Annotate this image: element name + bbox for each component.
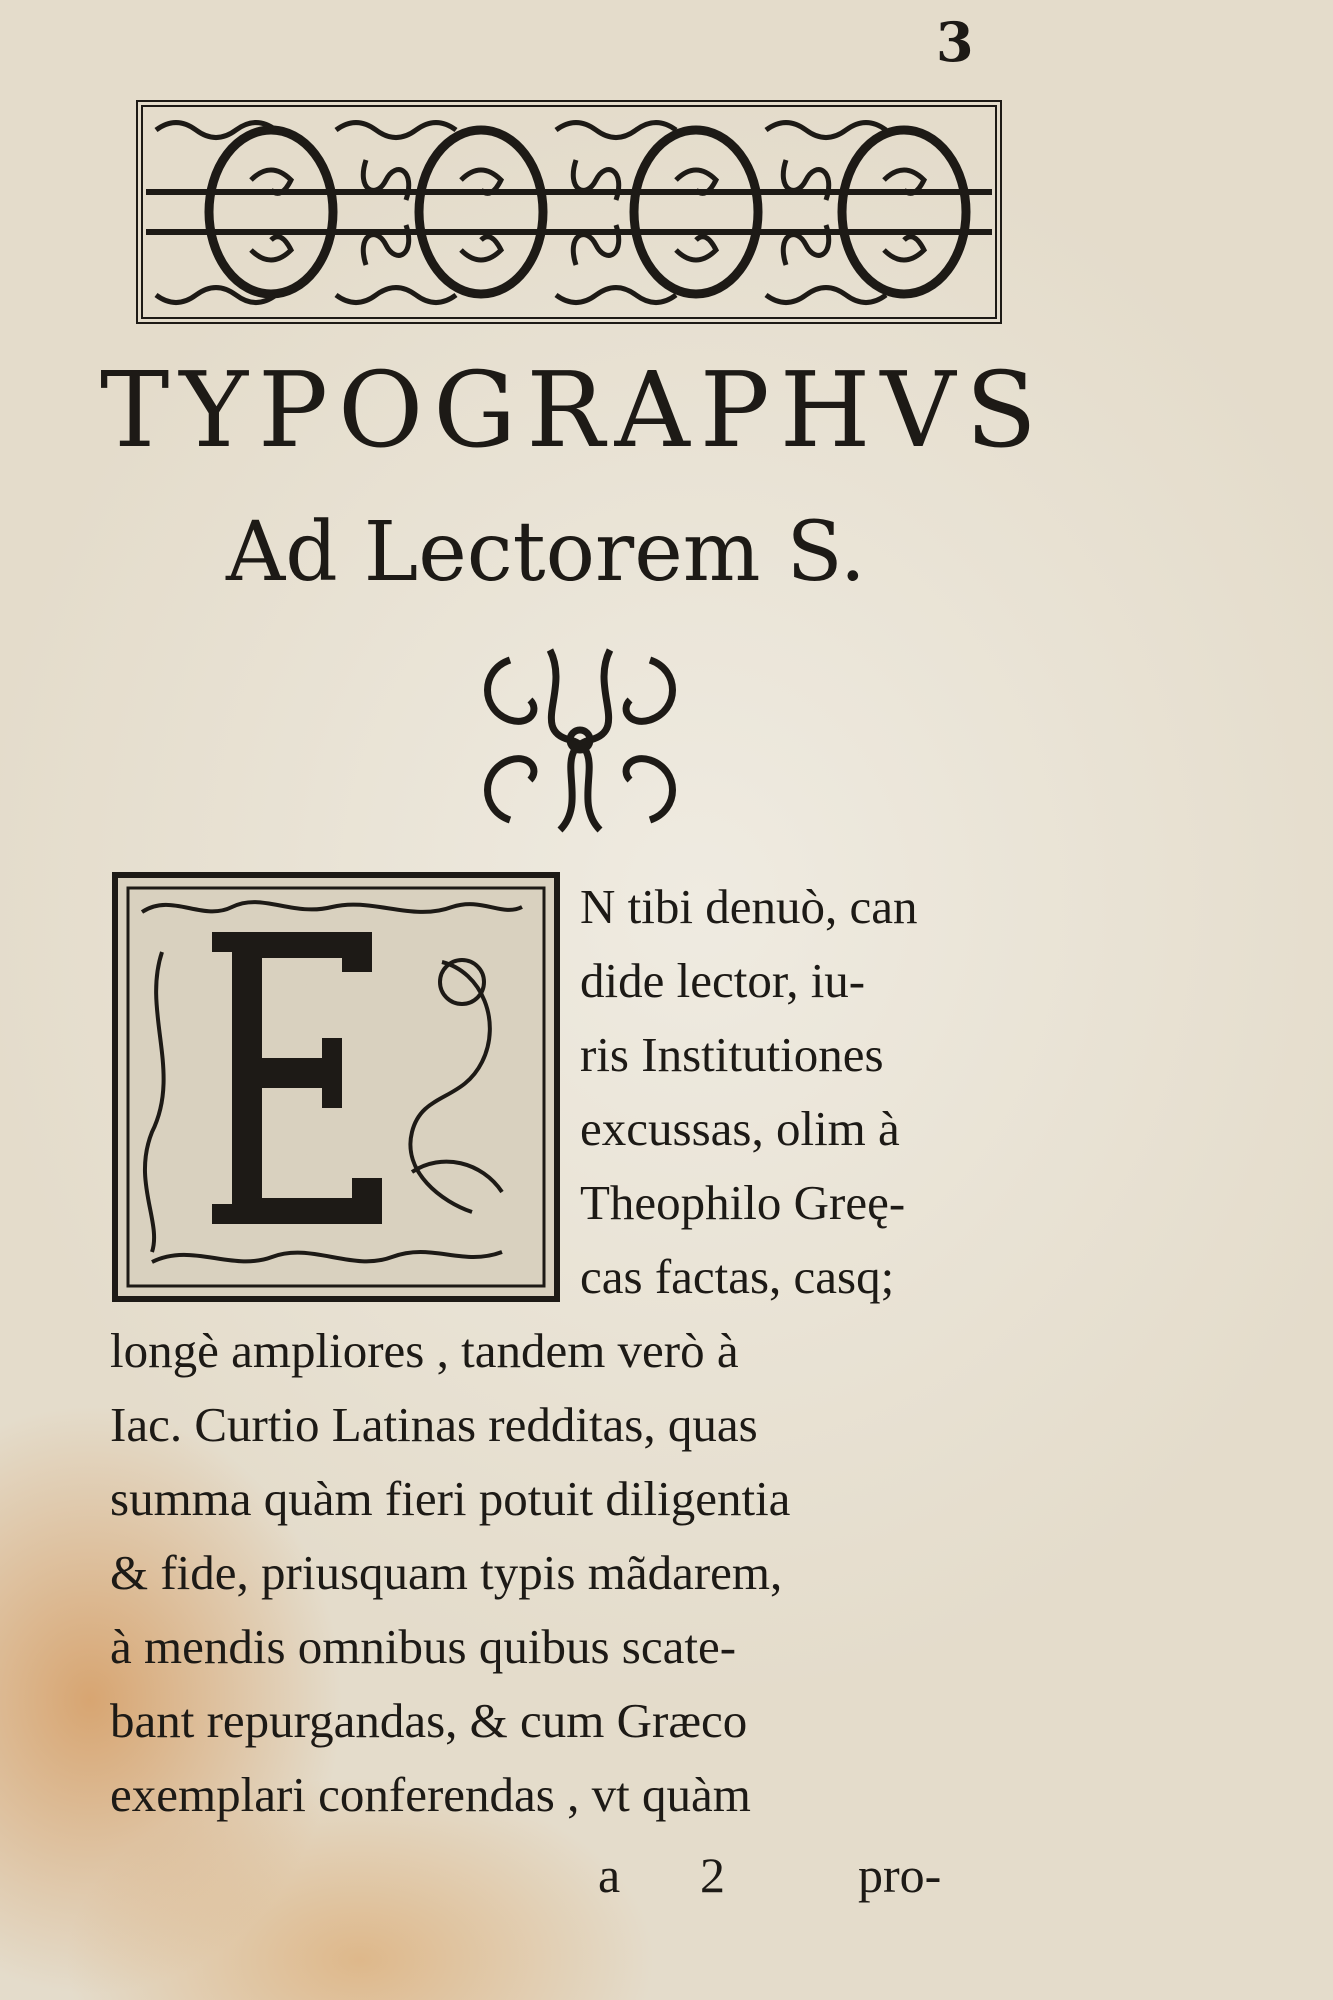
page-title: TYPOGRAPHVS [100,349,1047,471]
body-line: excussas, olim à [580,1101,900,1156]
signature-mark: a [598,1847,621,1903]
body-line: cas factas, casq; [580,1249,895,1304]
ornamental-headpiece-icon [136,100,1002,324]
body-line: longè ampliores , tandem verò à [110,1323,739,1378]
body-line: summa quàm fieri potuit diligentia [110,1471,791,1526]
body-line: à mendis omnibus quibus scate- [110,1619,737,1674]
body-line: Theophilo Greę- [580,1175,906,1230]
page-subtitle: Ad Lectorem S. [226,505,866,600]
body-line: bant repurgandas, & cum Græco [110,1693,748,1748]
folio-number: 3 [936,10,974,74]
body-line: N tibi denuò, can [580,879,918,934]
signature-number: 2 [700,1847,725,1903]
catchword: pro- [858,1847,942,1903]
body-line: ris Institutiones [580,1027,884,1082]
body-line: & fide, priusquam typis mãdarem, [110,1545,783,1600]
body-line: dide lector, iu- [580,953,866,1008]
body-line: Iac. Curtio Latinas redditas, quas [110,1397,758,1452]
historiated-initial-e-icon [112,872,560,1302]
body-line: exemplari conferendas , vt quàm [110,1767,751,1822]
fleuron-icon [470,640,690,840]
